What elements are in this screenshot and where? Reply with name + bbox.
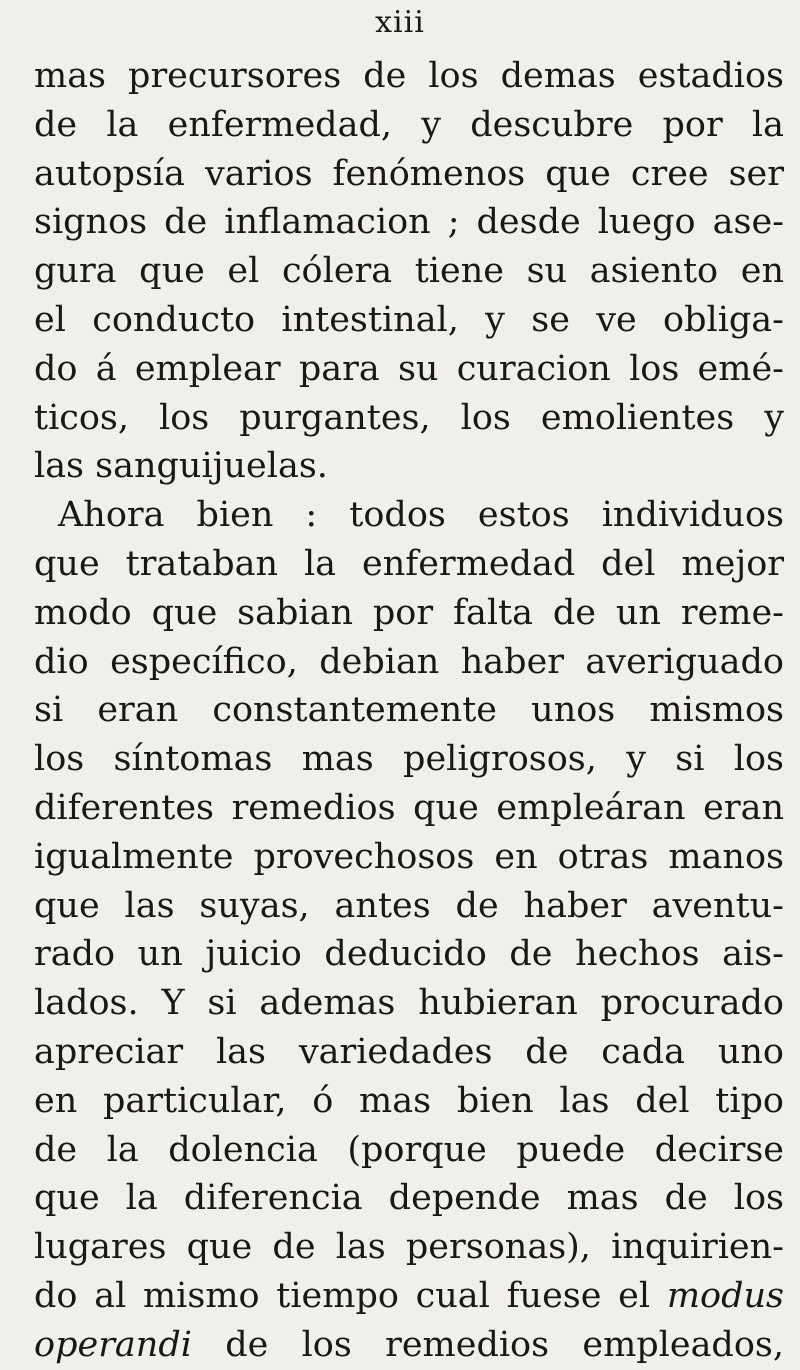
text-line: en particular, ó mas bien las del tipo [34, 1080, 784, 1121]
text-line: ticos, los purgantes, los emolientes y [34, 397, 784, 438]
text-line-with-italic [34, 1321, 784, 1370]
text-line: Ahora bien : todos estos individuos [58, 495, 784, 536]
italic-term: operandi [34, 1324, 192, 1365]
text-line: de la enfermedad, y descubre por la [34, 104, 784, 145]
text-line: gura que el cólera tiene su asiento en [34, 251, 784, 292]
body-text [34, 52, 784, 1370]
text-line: de la dolencia (porque puede decirse [34, 1129, 784, 1170]
text-line: si eran constantemente unos mismos [34, 690, 784, 731]
text-line: el conducto intestinal, y se ve obliga- [34, 299, 784, 340]
text-line: do á emplear para su curacion los emé- [34, 348, 784, 389]
text-line: dio específico, debian haber averiguado [34, 641, 784, 682]
text-line: que las suyas, antes de haber aventu- [34, 885, 784, 926]
text-line: autopsía varios fenómenos que cree ser [34, 153, 784, 194]
text-line: igualmente provechosos en otras manos [34, 836, 784, 877]
text-line: signos de inflamacion ; desde luego ase- [34, 202, 784, 243]
text-line: que trataban la enfermedad del mejor [34, 543, 784, 584]
text-line: los síntomas mas peligrosos, y si los [34, 739, 784, 780]
text-line: lados. Y si ademas hubieran procurado [34, 983, 784, 1024]
text-line: diferentes remedios que empleáran eran [34, 787, 784, 828]
text-line-end: de los remedios empleados, [191, 1324, 784, 1365]
text-line: apreciar las variedades de cada uno [34, 1031, 784, 1072]
text-line: lugares que de las personas), inquirien- [34, 1227, 784, 1268]
text-line: rado un juicio deducido de hechos ais- [34, 934, 784, 975]
text-line: mas precursores de los demas estadios [34, 56, 784, 96]
text-line: las sanguijuelas. [34, 446, 328, 487]
text-line-with-italic [34, 1272, 784, 1321]
text-line-start: do al mismo tiempo cual fuese el [34, 1275, 651, 1316]
italic-term: modus [666, 1275, 784, 1316]
text-line: que la diferencia depende mas de los [34, 1178, 784, 1219]
page-number: xiii [375, 5, 425, 40]
text-line: modo que sabian por falta de un reme- [34, 592, 784, 633]
